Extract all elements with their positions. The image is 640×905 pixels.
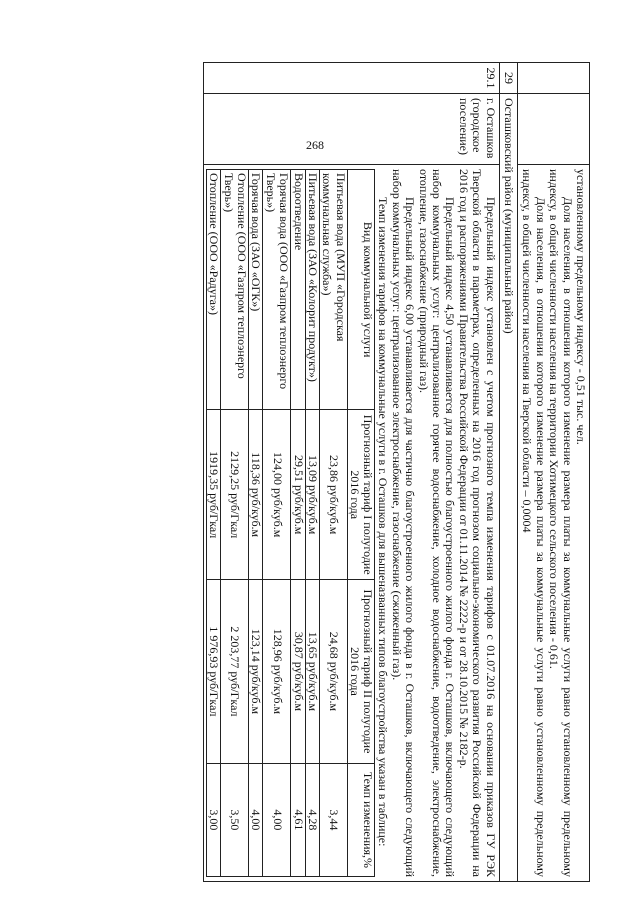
table-row bbox=[305, 170, 319, 877]
service-cell: Горячая вода (ООО «Газпром теплоэнерго Тверь») bbox=[263, 170, 291, 410]
tariff-h1-cell: 118,36 руб/куб.м bbox=[249, 410, 263, 580]
paragraph: Доля населения, в отношении которого изменение размера платы за коммунальные услуги равно установленному предельному индексу, в общей численности населения на Тверской области – 0,0004 bbox=[520, 169, 548, 877]
rate-cell: 4,28 bbox=[305, 763, 319, 876]
service-cell: Водоотведение bbox=[291, 170, 305, 410]
tariff-h2-cell: 24,68 руб/куб.м bbox=[320, 580, 348, 764]
continuation-row bbox=[517, 63, 589, 882]
service-cell: Питьевая вода (МУП «Городская коммунальная служба») bbox=[320, 170, 348, 410]
tariff-h2-cell: 123,14 руб/куб.м bbox=[249, 580, 263, 764]
header-service: Вид коммунальной услуги bbox=[347, 170, 374, 410]
service-cell: Отопление (ООО «Газпром теплоэнерго Тверь») bbox=[221, 170, 249, 410]
tariff-h2-cell: 1 976,93 руб/Гкал bbox=[206, 580, 220, 764]
paragraph: Предельный индекс 6,00 устанавливается для частично благоустроенного жилого фонда в г. Осташков, включающего следующий набор коммунальных услуг: централизованное электроснабжение, газоснабжение (сжиженный газ). bbox=[389, 169, 418, 877]
rate-cell: 4,61 bbox=[291, 763, 305, 876]
tariff-h2-cell: 128,96 руб/куб.м bbox=[263, 580, 291, 764]
settlement-row bbox=[203, 63, 499, 882]
paragraph: Доля населения, в отношении которого изменение размера платы за коммунальные услуги равно установленному предельному индексу, в общей численности населения на территории Хотимецкого сельского поселения - 0,61. bbox=[547, 169, 575, 877]
header-tariff-h2: Прогнозный тариф II полугодие 2016 года bbox=[347, 580, 374, 764]
service-cell: Питьевая вода (ЗАО «Колорит продукт») bbox=[305, 170, 319, 410]
cell-empty-name bbox=[517, 94, 589, 165]
page-number: 268 bbox=[306, 138, 324, 152]
tariff-h1-cell: 1919,35 руб/Гкал bbox=[206, 410, 220, 580]
main-table bbox=[203, 62, 590, 882]
service-cell: Отопление (ООО «Радуга») bbox=[206, 170, 220, 410]
tariff-h1-cell: 2129,25 руб/Гкал bbox=[221, 410, 249, 580]
cell-empty-num bbox=[517, 63, 589, 94]
service-cell: Горячая вода (ЗАО «ОГК») bbox=[249, 170, 263, 410]
tariff-h2-cell: 30,87 руб/куб.м bbox=[291, 580, 305, 764]
tariff-h1-cell: 23,86 руб/куб.м bbox=[320, 410, 348, 580]
settlement-name: г. Осташков (городское поселение) bbox=[203, 94, 499, 165]
table-row bbox=[221, 170, 249, 877]
continuation-text bbox=[517, 165, 589, 882]
table-row bbox=[263, 170, 291, 877]
tariff-header-row bbox=[347, 170, 374, 877]
table-row bbox=[249, 170, 263, 877]
table-row bbox=[320, 170, 348, 877]
rate-cell: 4,00 bbox=[249, 763, 263, 876]
table-row bbox=[291, 170, 305, 877]
settlement-description bbox=[203, 165, 499, 882]
tariff-h2-cell: 13,65 руб/куб.м bbox=[305, 580, 319, 764]
tariff-h1-cell: 29,51 руб/куб.м bbox=[291, 410, 305, 580]
rate-cell: 3,44 bbox=[320, 763, 348, 876]
district-row bbox=[499, 63, 517, 882]
paragraph: Предельный индекс 4,50 устанавливается для полностью благоустроенного жилого фонда г. Осташков, включающего следующий набор коммунальных услуг: централизованное горячее водоснабжение, холодное водоснабжение, водоотведение, электроснабжение, отопление, газоснабжение (природный газ). bbox=[416, 169, 458, 877]
tariff-h2-cell: 2 203,77 руб/Гкал bbox=[221, 580, 249, 764]
paragraph: установленному предельному индексу - 0,51 тыс. чел. bbox=[574, 169, 588, 445]
paragraph: Темп изменения тарифов на коммунальные услуги в г. Осташков для вышеназванных типов благоустройства указан в таблице: bbox=[376, 197, 391, 847]
settlement-number: 29.1 bbox=[203, 63, 499, 94]
tariff-h1-cell: 124,00 руб/куб.м bbox=[263, 410, 291, 580]
header-rate: Темп изменения,% bbox=[347, 763, 374, 876]
rate-cell: 3,00 bbox=[206, 763, 220, 876]
tariff-h1-cell: 13,09 руб/куб.м bbox=[305, 410, 319, 580]
district-number: 29 bbox=[499, 63, 517, 94]
rotated-document-table bbox=[60, 62, 590, 882]
paragraph: Предельный индекс установлен с учетом прогнозного темпа изменения тарифов с 01.07.2016 на основании приказов ГУ РЭК Тверской области в параметрах, определенных на 2016 год прогнозом социально-экономического развития Российской Федерации на 2016 год и распоряжениями Правительства Российской Федерации от 01.11.2014 № 2222-р и от 28.10.2015 № 2182-р. bbox=[456, 169, 498, 877]
rate-cell: 4,00 bbox=[263, 763, 291, 876]
header-tariff-h1: Прогнозный тариф I полугодие 2016 года bbox=[347, 410, 374, 580]
district-title: Осташковский район (муниципальный район) bbox=[499, 94, 517, 882]
tariff-table bbox=[206, 169, 375, 877]
table-row bbox=[206, 170, 220, 877]
rate-cell: 3,50 bbox=[221, 763, 249, 876]
